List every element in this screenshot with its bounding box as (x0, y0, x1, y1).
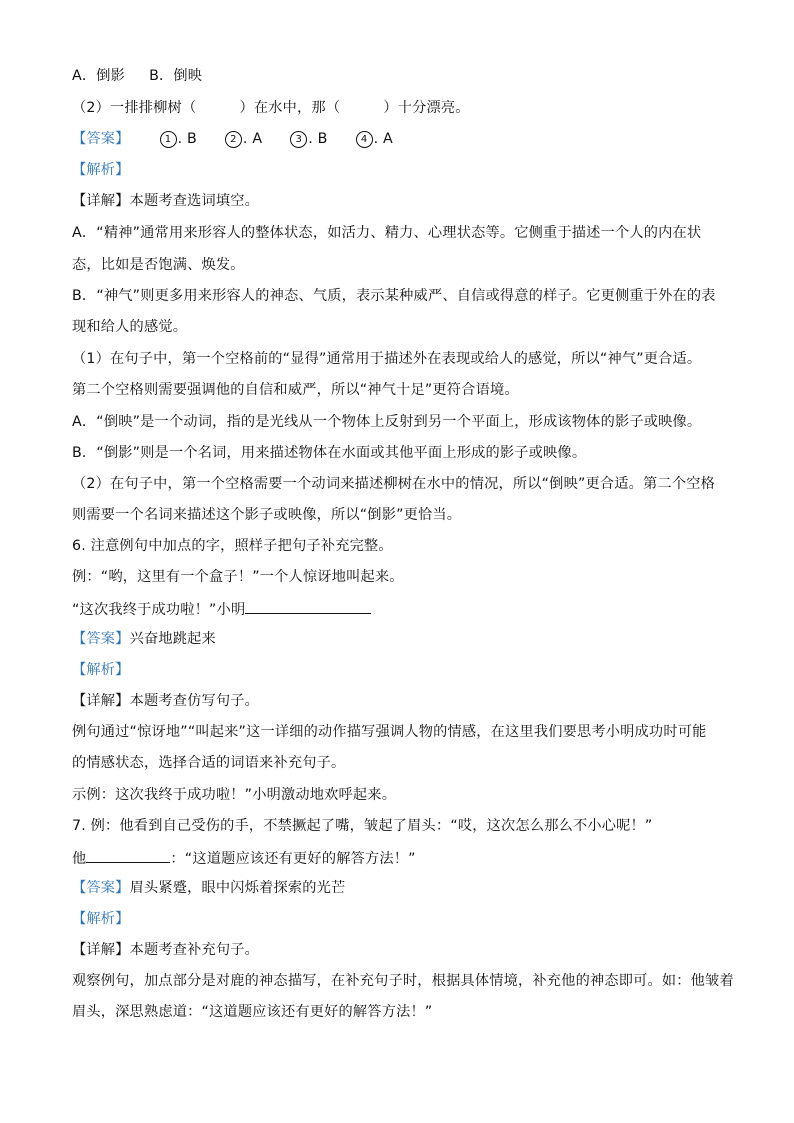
answer-row-q7 (72, 878, 345, 898)
explanation-line: B．“倒影”则是一个名词，用来描述物体在水面或其他平面上形成的影子或映像。 (72, 445, 587, 461)
answer-blank (86, 847, 170, 863)
explanation-line: B．“神气”则更多用来形容人的神态、气质，表示某种威严、自信或得意的样子。它更侧重于外在的表 (72, 288, 716, 304)
answer-tag: 【答案】 (72, 131, 130, 147)
answer-blank (245, 598, 371, 614)
answer-value: . B (308, 131, 328, 147)
detail-text: 本题考查补充句子。 (129, 942, 260, 958)
question-sentence-2: （2）一排排柳树（ ）在水中，那（ ）十分漂亮。 (72, 100, 470, 116)
question-6-prompt (72, 598, 371, 620)
explanation-line: A．“倒映”是一个动词，指的是光线从一个物体上反射到另一个平面上，形成该物体的影子或映像。 (72, 414, 702, 430)
detail-row-q7 (72, 940, 259, 960)
circled-number: 2 (225, 131, 242, 148)
option-b: B．倒映 (149, 68, 203, 84)
detail-tag: 【详解】 (72, 193, 130, 209)
answer-tag: 【答案】 (72, 880, 130, 896)
explanation-line: A．“精神”通常用来形容人的整体状态，如活力、精力、心理状态等。它侧重于描述一个人的内在状 (72, 225, 702, 241)
question-6-example: 例：“哟，这里有一个盒子！”一个人惊讶地叫起来。 (72, 569, 404, 585)
answer-value: . A (242, 131, 263, 147)
explanation-line: 第二个空格则需要强调他的自信和威严，所以“神气十足”更符合语境。 (72, 382, 519, 398)
prompt-text-b: ：“这道题应该还有更好的解答方法！” (170, 851, 416, 867)
question-7-prompt (72, 847, 416, 869)
detail-tag: 【详解】 (72, 693, 130, 709)
analysis-tag-q6: 【解析】 (72, 662, 130, 678)
detail-row-q5 (72, 191, 259, 211)
answer-value: . A (373, 131, 393, 147)
explanation-line: 例句通过“惊讶地”“叫起来”这一详细的动作描写强调人物的情感，在这里我们要思考小明成功时可能 (72, 724, 707, 740)
explanation-line: 观察例句，加点部分是对鹿的神态描写，在补充句子时，根据具体情境，补充他的神态即可。如：他皱着 (72, 973, 734, 989)
explanation-line: 的情感状态，选择合适的词语来补充句子。 (72, 755, 346, 771)
question-6-title: 6. 注意例句中加点的字，照样子把句子补充完整。 (72, 538, 393, 554)
explanation-line: 示例：这次我终于成功啦！”小明激动地欢呼起来。 (72, 787, 397, 803)
answer-text: 兴奋地跳起来 (129, 631, 216, 647)
options-row (72, 66, 202, 86)
explanation-line: 眉头，深思熟虑道：“这道题应该还有更好的解答方法！” (72, 1004, 433, 1020)
explanation-line: （2）在句子中，第一个空格需要一个动词来描述柳树在水中的情况，所以“倒映”更合适。第二个空格 (72, 476, 715, 492)
answer-row-q5 (72, 129, 393, 149)
explanation-line: 现和给人的感觉。 (72, 319, 188, 335)
detail-text: 本题考查选词填空。 (129, 193, 260, 209)
detail-text: 本题考查仿写句子。 (129, 693, 260, 709)
question-7-title: 7. 例：他看到自己受伤的手，不禁撅起了嘴，皱起了眉头：“哎，这次怎么那么不小心呢！” (72, 818, 653, 834)
explanation-line: 则需要一个名词来描述这个影子或映像，所以“倒影”更恰当。 (72, 507, 462, 523)
answer-text: 眉头紧蹙，眼中闪烁着探索的光芒 (129, 880, 346, 896)
answer-tag: 【答案】 (72, 631, 130, 647)
circled-number: 1 (160, 131, 177, 148)
option-a: A．倒影 (72, 68, 126, 84)
answer-value: . B (177, 131, 197, 147)
prompt-text: “这次我终于成功啦！”小明 (72, 602, 246, 618)
detail-tag: 【详解】 (72, 942, 130, 958)
circled-number: 3 (290, 131, 307, 148)
analysis-tag-q5: 【解析】 (72, 162, 130, 178)
prompt-text-a: 他 (72, 851, 87, 867)
explanation-line: 态，比如是否饱满、焕发。 (72, 257, 245, 273)
analysis-tag-q7: 【解析】 (72, 911, 130, 927)
answer-row-q6 (72, 629, 216, 649)
detail-row-q6 (72, 691, 259, 711)
explanation-line: （1）在句子中，第一个空格前的“显得”通常用于描述外在表现或给人的感觉，所以“神气”更合适。 (72, 351, 702, 367)
circled-number: 4 (356, 131, 373, 148)
